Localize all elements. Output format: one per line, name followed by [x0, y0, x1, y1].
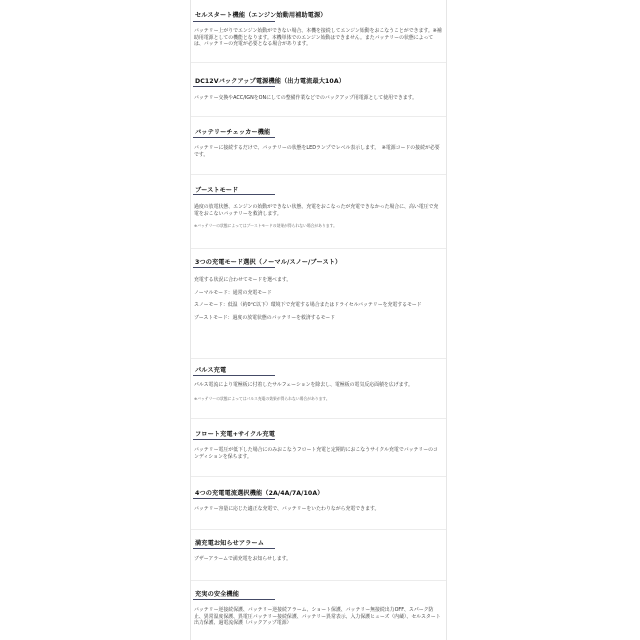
section-paragraph: 充電する状況に合わせてモードを選べます。 — [194, 277, 292, 283]
section-body — [194, 506, 442, 513]
section-title: バッテリーチェッカー機能 — [195, 129, 271, 136]
section-divider — [191, 116, 446, 117]
section-body — [194, 204, 442, 230]
section-paragraph: バッテリー容量に応じた適正な充電で、バッテリーをいたわりながら充電できます。 — [194, 506, 380, 512]
section-title-underline — [193, 375, 275, 376]
mode-normal: ノーマルモード：通常の充電モード — [194, 289, 272, 296]
section-title-underline — [193, 194, 275, 195]
section-title: 4つの充電電流選択機能（2A/4A/7A/10A） — [195, 490, 324, 497]
section-title: 満充電お知らせアラーム — [195, 540, 264, 547]
section-body — [194, 95, 442, 102]
section-divider — [191, 476, 446, 477]
section-paragraph: バッテリー電圧が低下した場合にのみおこなうフロート充電と定期的におこなうサイクル充電でバッテリーのコンディションを保ちます。 — [194, 447, 438, 460]
section-title-underline — [193, 498, 275, 499]
section-divider — [191, 418, 446, 419]
section-title-underline — [193, 137, 275, 138]
section-paragraph: ブザーアラームで満充電をお知らせします。 — [194, 556, 292, 562]
section-title-underline — [193, 548, 275, 549]
section-body — [194, 145, 442, 158]
product-feature-page — [190, 0, 447, 640]
mode-boost: ブーストモード：過度の放電状態のバッテリーを救済するモード — [194, 314, 336, 321]
section-title: パルス充電 — [195, 367, 227, 374]
section-divider — [191, 174, 446, 175]
section-title: セルスタート機能（エンジン始動用補助電源） — [195, 12, 327, 19]
section-title: フロート充電+サイクル充電 — [195, 431, 275, 438]
section-paragraph: バッテリー交換やACC/IGNをONにしての整備作業などでのバックアップ用電源として使用できます。 — [194, 95, 418, 101]
section-paragraph: 過度の放電状態、エンジンの始動ができない状態、充電をおこなったが充電できなかった場合に、高い電圧で充電をおこないバッテリーを救済します。 — [194, 204, 439, 217]
section-title-underline — [193, 21, 275, 22]
section-title: 充実の安全機能 — [195, 591, 240, 598]
section-divider — [191, 529, 446, 530]
section-title-underline — [193, 86, 275, 87]
section-paragraph: バッテリーに接続するだけで、バッテリーの状態をLEDランプでレベル表示します。 ※電源コードの接続が必要です。 — [194, 145, 440, 158]
section-body — [194, 277, 442, 321]
section-paragraph: パルス電流により電極板に付着したサルフェーションを除去し、電極板の電気反応面積を広げます。 — [194, 382, 413, 388]
section-paragraph: バッテリー上がりでエンジン始動ができない場合、本機を接続してエンジン始動をおこなうことができます。※補助用電源としての機能となります。本機単体でのエンジン始動はできません。またバッテリーの状態によっては、バッテリーの充電が必要となる場合があります。 — [194, 28, 442, 48]
section-title-underline — [193, 439, 275, 440]
section-title-underline — [193, 267, 275, 268]
section-body — [194, 447, 442, 460]
section-note: ※バッテリーの状態によってはブーストモードの効果が得られない場合があります。 — [194, 223, 337, 229]
mode-snow: スノーモード：低温（約0℃以下）環境下で充電する場合またはドライセルバッテリーを充電するモード — [194, 302, 422, 309]
section-body — [194, 28, 442, 48]
section-divider — [191, 358, 446, 359]
section-title: ブーストモード — [195, 187, 239, 194]
section-divider — [191, 248, 446, 249]
section-divider — [191, 580, 446, 581]
section-paragraph: バッテリー逆接続保護、バッテリー逆接続アラーム、ショート保護、バッテリー無接続出力OFF、スパーク防止、異常温度保護、異電圧バッテリー接続保護、バッテリー異常表示、入力保護ヒューズ（内蔵）、セルスタート出力保護、過電流保護（バックアップ電源） — [194, 607, 441, 627]
section-divider — [191, 62, 446, 63]
section-note: ※バッテリーの状態によってはパルス充電の効果が得られない場合があります。 — [194, 395, 330, 401]
section-title-underline — [193, 599, 275, 600]
section-body — [194, 556, 442, 563]
section-title: 3つの充電モード選択（ノーマル/スノー/ブースト） — [195, 259, 342, 266]
section-body — [194, 607, 442, 627]
section-body — [194, 382, 442, 402]
section-title: DC12Vバックアップ電源機能（出力電流最大10A） — [195, 78, 346, 85]
